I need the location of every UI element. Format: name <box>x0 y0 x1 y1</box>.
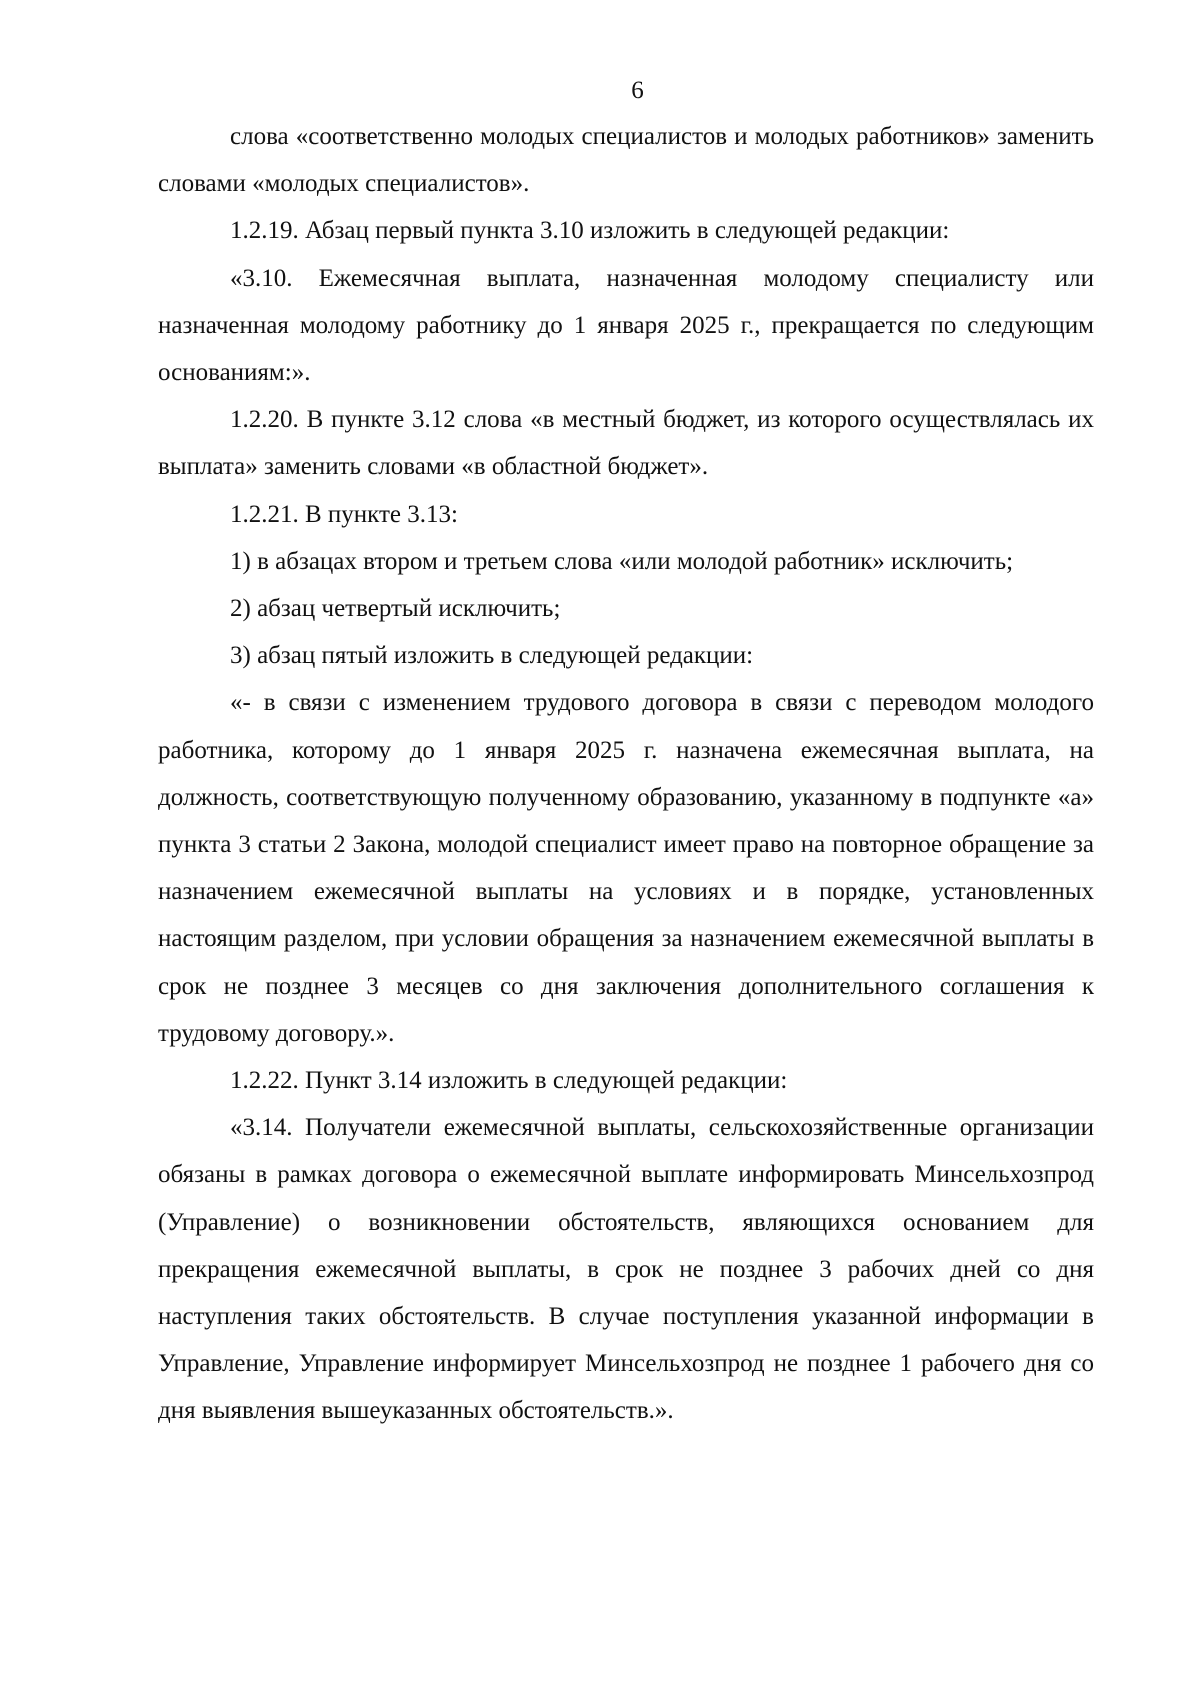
paragraph-item-2: 2) абзац четвертый исключить; <box>230 595 561 623</box>
paragraph-1-2-22: 1.2.22. Пункт 3.14 изложить в следующей редакции: <box>230 1067 788 1095</box>
paragraph-item-1: 1) в абзацах втором и третьем слова «или молодой работник» исключить; <box>230 547 1014 575</box>
paragraph-1-2-21: 1.2.21. В пункте 3.13: <box>230 500 458 528</box>
document-body <box>158 113 1094 1435</box>
paragraph-1-2-19: 1.2.19. Абзац первый пункта 3.10 изложить в следующей редакции: <box>230 217 950 245</box>
page-number: 6 <box>631 77 644 104</box>
paragraph-new-abzac-text: «- в связи с изменением трудового договора в связи с переводом молодого работника, которому до 1 января 2025 г. назначена ежемесячная выплата, на должность, соответствующую полученному образованию, указанному в подпункте «а» пункта 3 статьи 2 Закона, молодой специалист имеет право на повторное обращение за назначением ежемесячной выплаты на условиях и в порядке, установленных настоящим разделом, при условии обращения за назначением ежемесячной выплаты в срок не позднее 3 месяцев со дня заключения дополнительного соглашения к трудовому договору.». <box>158 689 1094 1047</box>
paragraph-continuation: слова «соответственно молодых специалистов и молодых работников» заменить словами «молодых специалистов». <box>158 123 1094 198</box>
paragraph-3-10-text: «3.10. Ежемесячная выплата, назначенная молодому специалисту или назначенная молодому работнику до 1 января 2025 г., прекращается по следующим основаниям:». <box>158 264 1094 387</box>
paragraph-item-3: 3) абзац пятый изложить в следующей редакции: <box>230 642 754 670</box>
paragraph-1-2-20: 1.2.20. В пункте 3.12 слова «в местный бюджет, из которого осуществлялась их выплата» заменить словами «в областной бюджет». <box>158 406 1094 481</box>
paragraph-3-14-text: «3.14. Получатели ежемесячной выплаты, сельскохозяйственные организации обязаны в рамках договора о ежемесячной выплате информировать Минсельхозпрод (Управление) о возникновении обстоятельств, являющихся основанием для прекращения ежемесячной выплаты, в срок не позднее 3 рабочих дней со дня наступления таких обстоятельств. В случае поступления указанной информации в Управление, Управление информирует Минсельхозпрод не позднее 1 рабочего дня со дня выявления вышеуказанных обстоятельств.». <box>158 1114 1094 1425</box>
